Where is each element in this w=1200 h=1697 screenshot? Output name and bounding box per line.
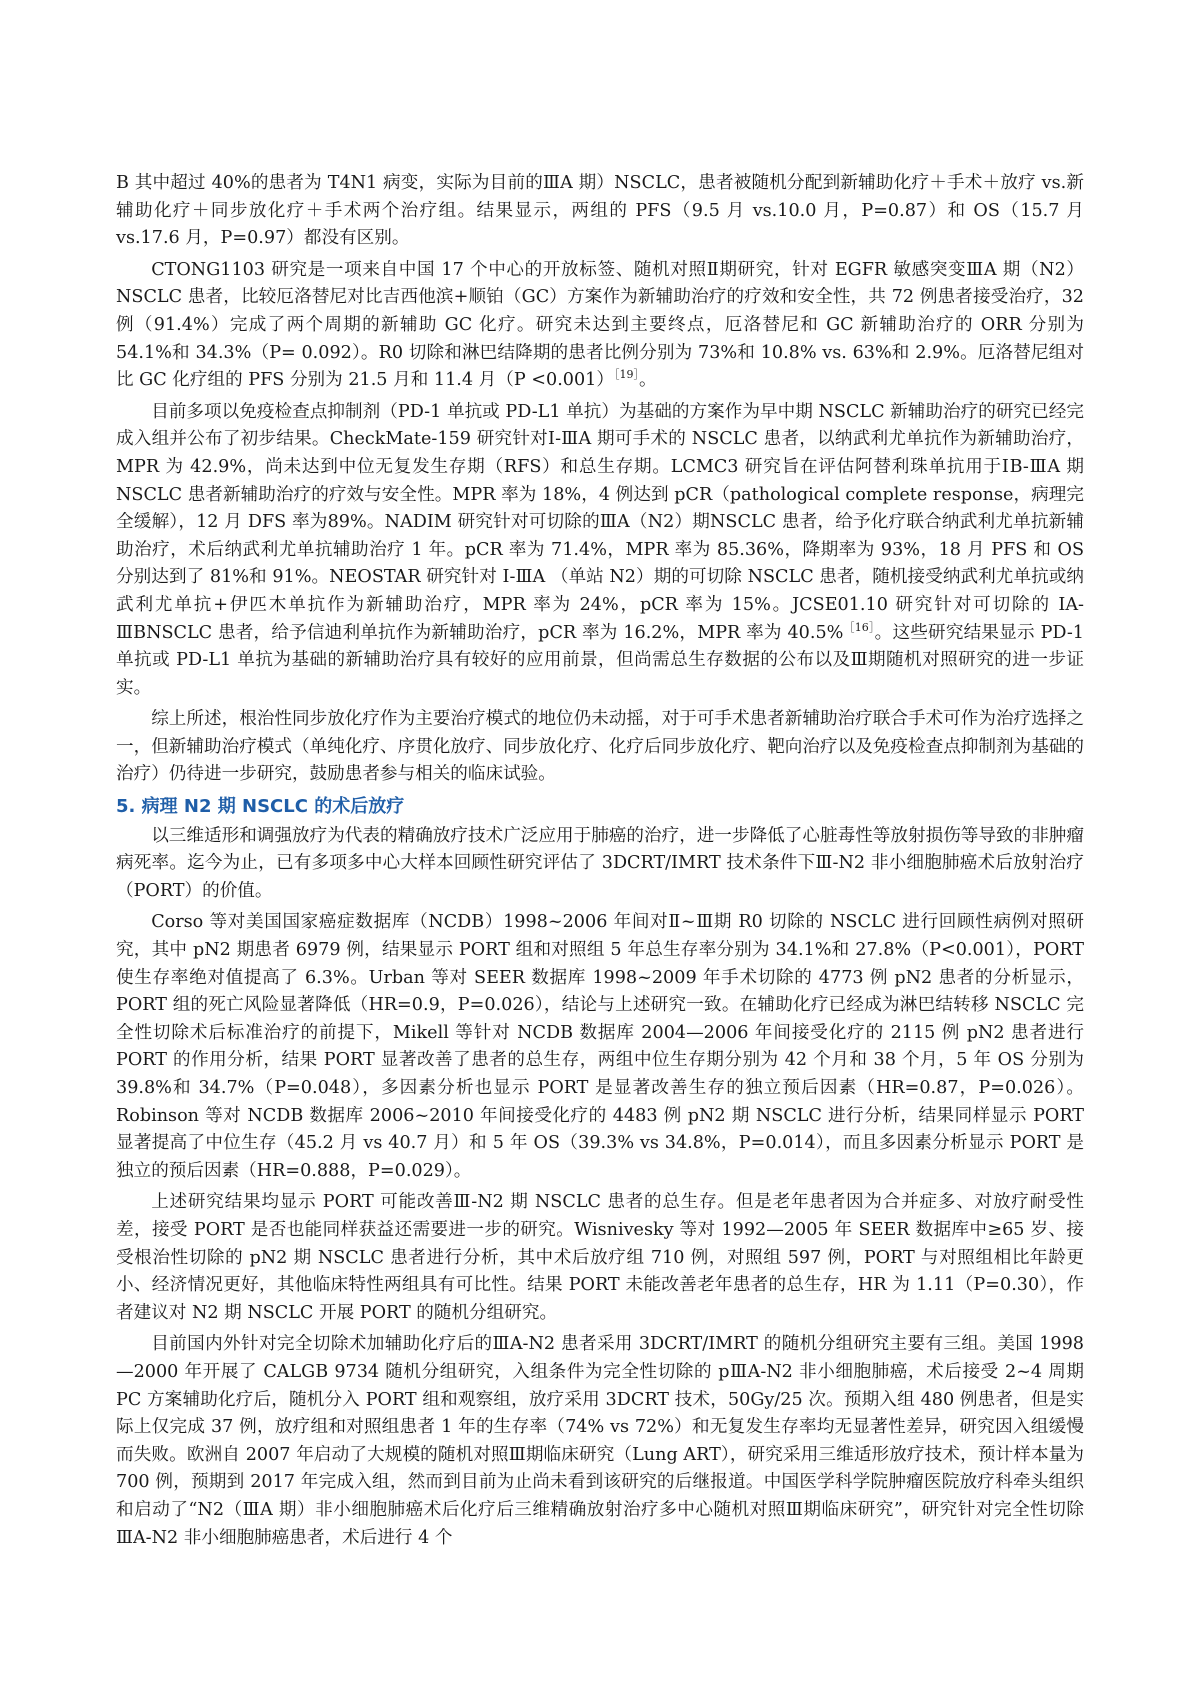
paragraph-phase3-trial-result: B 其中超过 40%的患者为 T4N1 病变，实际为目前的ⅢA 期）NSCLC，患者被随机分配到新辅助化疗＋手术＋放疗 vs.新辅助化疗＋同步放化疗＋手术两个治疗组。结果显示，两组的 PFS（9.5 月 vs.10.0 月，P=0.87）和 OS（15.7 月 vs.17.6 月，P=0.97）都没有区别。 — [116, 173, 1084, 249]
paragraph-ncdb-studies: Corso 等对美国国家癌症数据库（NCDB）1998~2006 年间对Ⅱ~Ⅲ期 R0 切除的 NSCLC 进行回顾性病例对照研究，其中 pN2 期患者 6979 例，结果显示 PORT 组和对照组 5 年总生存率分别为 34.1%和 27.8%（P<0.001），PORT 使生存率绝对值提高了 6.3%。Urban 等对 SEER 数据库 1998~2009 年手术切除的 4773 例 pN2 患者的分析显示，PORT 组的死亡风险显著降低（HR=0.9，P=0.026），结论与上述研究一致。在辅助化疗已经成为淋巴结转移 NSCLC 完全性切除术后标准治疗的前提下，Mikell 等针对 NCDB 数据库 2004—2006 年间接受化疗的 2115 例 pN2 患者进行 PORT 的作用分析，结果 PORT 显著改善了患者的总生存，两组中位生存期分别为 42 个月和 38 个月，5 年 OS 分别为 39.8%和 34.7%（P=0.048），多因素分析也显示 PORT 是显著改善生存的独立预后因素（HR=0.87，P=0.026）。Robinson 等对 NCDB 数据库 2006~2010 年间接受化疗的 4483 例 pN2 期 NSCLC 进行分析，结果同样显示 PORT 显著提高了中位生存（45.2 月 vs 40.7 月）和 5 年 OS（39.3% vs 34.8%，P=0.014），而且多因素分析显示 PORT 是独立的预后因素（HR=0.888，P=0.029）。 — [116, 912, 1084, 1181]
paragraph-randomized-trials: 目前国内外针对完全切除术加辅助化疗后的ⅢA-N2 患者采用 3DCRT/IMRT 的随机分组研究主要有三组。美国 1998—2000 年开展了 CALGB 9734 随机分组研究，入组条件为完全性切除的 pⅢA-N2 非小细胞肺癌，术后接受 2~4 周期 PC 方案辅助化疗后，随机分入 PORT 组和观察组，放疗采用 3DCRT 技术，50Gy/25 次。预期入组 480 例患者，但是实际上仅完成 37 例，放疗组和对照组患者 1 年的生存率（74% vs 72%）和无复发生存率均无显著性差异，研究因入组缓慢而失败。欧洲自 2007 年启动了大规模的随机对照Ⅲ期临床研究（Lung ART），研究采用三维适形放疗技术，预计样本量为 700 例，预期到 2017 年完成入组，然而到目前为止尚未看到该研究的后继报道。中国医学科学院肿瘤医院放疗科牵头组织和启动了“N2（ⅢA 期）非小细胞肺癌术后化疗后三维精确放射治疗多中心随机对照Ⅲ期临床研究”，研究针对完全性切除ⅢA-N2 非小细胞肺癌患者，术后进行 4 个 — [116, 1334, 1084, 1548]
paragraph-ctong1103 — [116, 257, 1084, 395]
paragraph-immunotherapy-tail: 。这些研究结果显示 PD-1 单抗或 PD-L1 单抗为基础的新辅助治疗具有较好的应用前景，但尚需总生存数据的公布以及Ⅲ期随机对照研究的进一步证实。 — [116, 622, 1084, 698]
paragraph-ctong1103-tail: 。 — [638, 370, 657, 391]
citation-16[interactable]: ［16］ — [843, 620, 875, 634]
paragraph-immunotherapy-neoadjuvant — [116, 399, 1084, 703]
paragraph-immunotherapy-text: 目前多项以免疫检查点抑制剂（PD-1 单抗或 PD-L1 单抗）为基础的方案作为早中期 NSCLC 新辅助治疗的研究已经完成入组并公布了初步结果。CheckMate-159 研究针对Ⅰ-ⅢA 期可手术的 NSCLC 患者，以纳武利尤单抗作为新辅助治疗，MPR 为 42.9%，尚未达到中位无复发生存期（RFS）和总生存期。LCMC3 研究旨在评估阿替利珠单抗用于ⅠB-ⅢA 期 NSCLC 患者新辅助治疗的疗效与安全性。MPR 率为 18%，4 例达到 pCR（pathological complete response，病理完全缓解），12 月 DFS 率为89%。NADIM 研究针对可切除的ⅢA（N2）期NSCLC 患者，给予化疗联合纳武利尤单抗新辅助治疗，术后纳武利尤单抗辅助治疗 1 年。pCR 率为 71.4%，MPR 率为 85.36%，降期率为 93%，18 月 PFS 和 OS 分别达到了 81%和 91%。NEOSTAR 研究针对 I-ⅢA （单站 N2）期的可切除 NSCLC 患者，随机接受纳武利尤单抗或纳武利尤单抗+伊匹木单抗作为新辅助治疗，MPR 率为 24%，pCR 率为 15%。JCSE01.10 研究针对可切除的 IA-ⅢBNSCLC 患者，给予信迪利单抗作为新辅助治疗，pCR 率为 16.2%，MPR 率为 40.5% — [116, 401, 1084, 643]
paragraph-elderly-patients: 上述研究结果均显示 PORT 可能改善Ⅲ-N2 期 NSCLC 患者的总生存。但是老年患者因为合并症多、对放疗耐受性差，接受 PORT 是否也能同样获益还需要进一步的研究。Wisnivesky 等对 1992—2005 年 SEER 数据库中≥65 岁、接受根治性切除的 pN2 期 NSCLC 患者进行分析，其中术后放疗组 710 例，对照组 597 例，PORT 与对照组相比年龄更小、经济情况更好，其他临床特性两组具有可比性。结果 PORT 未能改善老年患者的总生存，HR 为 1.11（P=0.30），作者建议对 N2 期 NSCLC 开展 PORT 的随机分组研究。 — [116, 1192, 1084, 1323]
paragraph-summary: 综上所述，根治性同步放化疗作为主要治疗模式的地位仍未动摇，对于可手术患者新辅助治疗联合手术可作为治疗选择之一，但新辅助治疗模式（单纯化疗、序贯化放疗、同步放化疗、化疗后同步放化疗、靶向治疗以及免疫检查点抑制剂为基础的治疗）仍待进一步研究，鼓励患者参与相关的临床试验。 — [116, 709, 1084, 785]
citation-19[interactable]: ［19］ — [613, 368, 639, 382]
paragraph-port-intro: 以三维适形和调强放疗为代表的精确放疗技术广泛应用于肺癌的治疗，进一步降低了心脏毒性等放射损伤等导致的非肿瘤病死率。迄今为止，已有多项多中心大样本回顾性研究评估了 3DCRT/IMRT 技术条件下Ⅲ-N2 非小细胞肺癌术后放射治疗（PORT）的价值。 — [116, 825, 1084, 901]
paragraph-ctong1103-text: CTONG1103 研究是一项来自中国 17 个中心的开放标签、随机对照Ⅱ期研究，针对 EGFR 敏感突变ⅢA 期（N2）NSCLC 患者，比较厄洛替尼对比吉西他滨+顺铂（GC）方案作为新辅助治疗的疗效和安全性，共 72 例患者接受治疗，32 例（91.4%）完成了两个周期的新辅助 GC 化疗。研究未达到主要终点，厄洛替尼和 GC 新辅助治疗的 ORR 分别为 54.1%和 34.3%（P= 0.092）。R0 切除和淋巴结降期的患者比例分别为 73%和 10.8% vs. 63%和 2.9%。厄洛替尼组对比 GC 化疗组的 PFS 分别为 21.5 月和 11.4 月（P <0.001） — [116, 259, 1084, 391]
document-body — [116, 170, 1084, 1556]
section-heading-port: 5. 病理 N2 期 NSCLC 的术后放疗 — [116, 796, 405, 818]
